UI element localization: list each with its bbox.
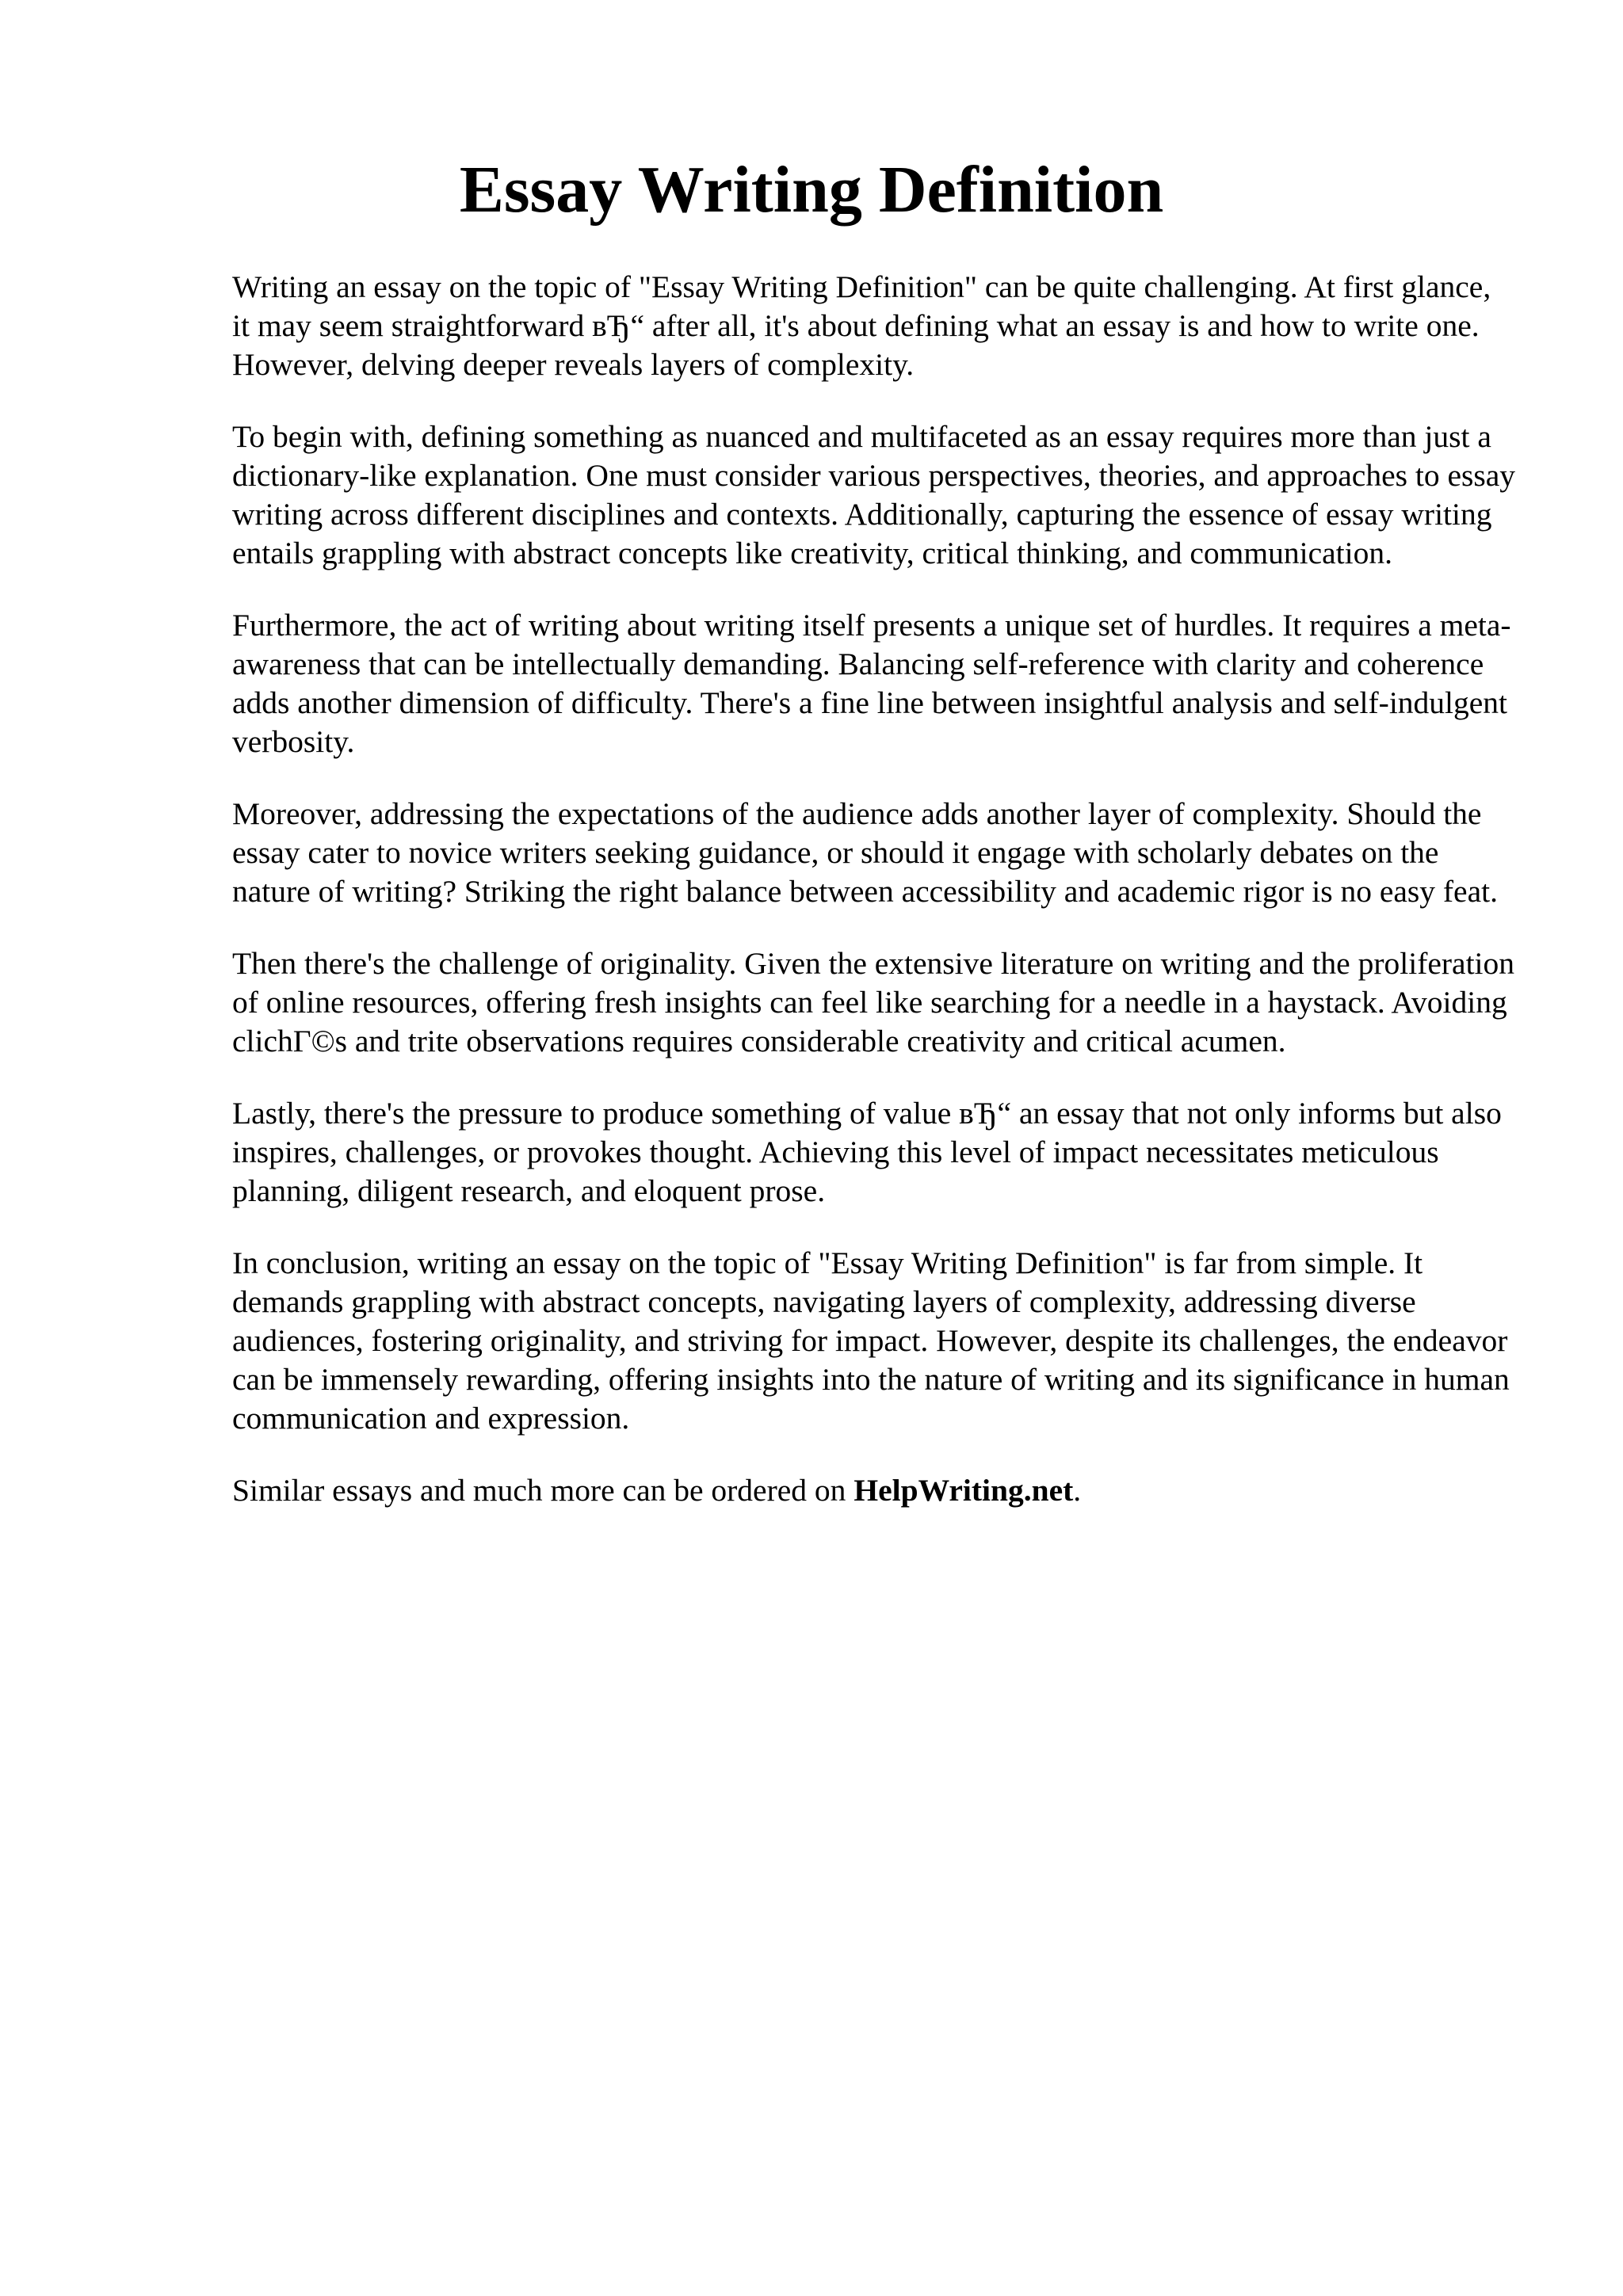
document-title: Essay Writing Definition <box>459 153 1164 227</box>
paragraph-7: In conclusion, writing an essay on the topic of "Essay Writing Definition" is far from simple. It demands grappling with abstract concepts, navigating layers of complexity, addressing diverse audiences, fostering originality, and striving for impact. However, despite its challenges, the endeavor can be immensely rewarding, offering insights into the nature of writing and its significance in human communication and expression. <box>232 1245 1510 1436</box>
paragraph-1: Writing an essay on the topic of "Essay Writing Definition" can be quite challenging. At first glance, it may seem straightforward вЂ“ after all, it's about defining what an essay is and how to write one. However, delving deeper reveals layers of complexity. <box>232 269 1491 382</box>
promo-line <box>232 1471 1516 1510</box>
brand-link[interactable]: HelpWriting.net <box>854 1473 1074 1508</box>
paragraph-5: Then there's the challenge of originality. Given the extensive literature on writing and the proliferation of online resources, offering fresh insights can feel like searching for a needle in a haystack. Avoiding clichГ©s and trite observations requires considerable creativity and critical acumen. <box>232 946 1515 1058</box>
document-body <box>232 268 1516 1510</box>
paragraph-3: Furthermore, the act of writing about writing itself presents a unique set of hurdles. It requires a meta-awareness that can be intellectually demanding. Balancing self-reference with clarity and coherence adds another dimension of difficulty. There's a fine line between insightful analysis and self-indulgent verbosity. <box>232 608 1511 759</box>
paragraph-2: To begin with, defining something as nuanced and multifaceted as an essay requires more than just a dictionary-like explanation. One must consider various perspectives, theories, and approaches to essay writing across different disciplines and contexts. Additionally, capturing the essence of essay writing entails grappling with abstract concepts like creativity, critical thinking, and communication. <box>232 419 1515 570</box>
paragraph-4: Moreover, addressing the expectations of the audience adds another layer of complexity. Should the essay cater to novice writers seeking guidance, or should it engage with scholarly debates on the nature of writing? Striking the right balance between accessibility and academic rigor is no easy feat. <box>232 796 1498 909</box>
promo-text: Similar essays and much more can be ordered on <box>232 1473 846 1508</box>
paragraph-6: Lastly, there's the pressure to produce something of value вЂ“ an essay that not only informs but also inspires, challenges, or provokes thought. Achieving this level of impact necessitates meticulous planning, diligent research, and eloquent prose. <box>232 1096 1502 1208</box>
promo-suffix: . <box>1073 1473 1082 1508</box>
